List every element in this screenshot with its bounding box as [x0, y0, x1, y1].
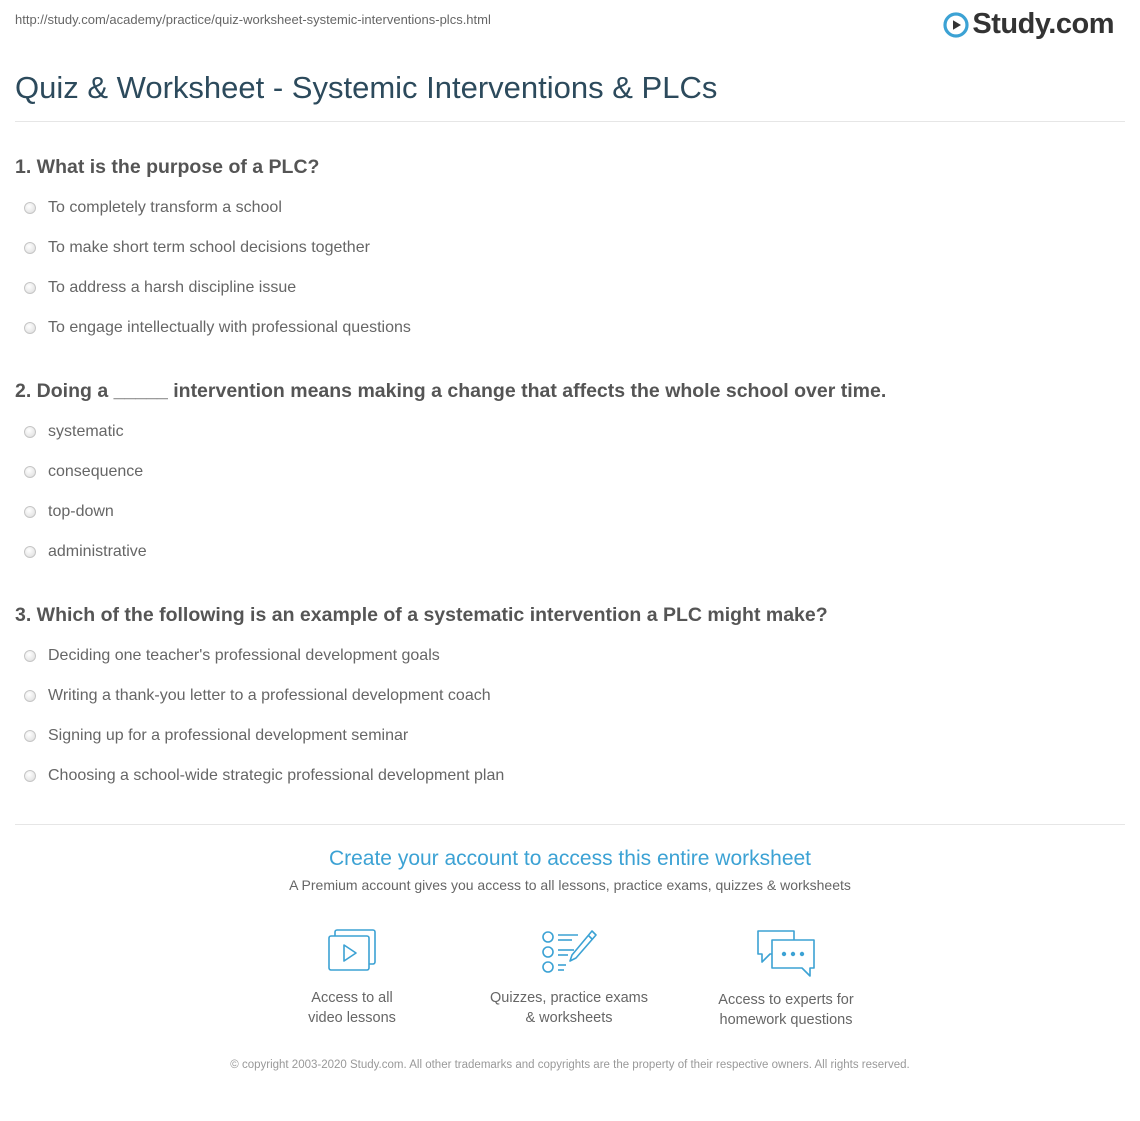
feature-video-lessons: [262, 928, 442, 1028]
radio-button[interactable]: [24, 690, 36, 702]
feature-experts: [696, 928, 876, 1030]
option-label: Signing up for a professional development seminar: [48, 727, 409, 744]
option-label: consequence: [48, 463, 144, 480]
logo-text: Study.com: [972, 8, 1114, 40]
question-2-option-3[interactable]: [24, 503, 114, 521]
option-label: To completely transform a school: [48, 199, 282, 216]
feature-label-line1: Access to experts for: [718, 992, 854, 1008]
quiz-checklist-icon: [540, 928, 598, 976]
question-3-option-3[interactable]: [24, 727, 408, 745]
option-label: To address a harsh discipline issue: [48, 279, 297, 296]
option-label: Choosing a school-wide strategic professional development plan: [48, 767, 505, 784]
question-1-option-2[interactable]: [24, 239, 370, 257]
option-label: To make short term school decisions together: [48, 239, 370, 256]
question-2-option-2[interactable]: [24, 463, 143, 481]
question-3-option-4[interactable]: [24, 767, 504, 785]
feature-quizzes: [479, 928, 659, 1028]
radio-button[interactable]: [24, 770, 36, 782]
question-1: 1. What is the purpose of a PLC?: [15, 156, 320, 178]
feature-label-line2: & worksheets: [525, 1010, 613, 1026]
feature-label-line1: Quizzes, practice exams: [490, 990, 648, 1006]
page-url: http://study.com/academy/practice/quiz-worksheet-systemic-interventions-plcs.html: [15, 12, 491, 27]
video-lesson-icon: [325, 928, 379, 976]
question-3-option-1[interactable]: [24, 647, 440, 665]
option-label: systematic: [48, 423, 124, 440]
option-label: Writing a thank-you letter to a professional development coach: [48, 687, 491, 704]
play-circle-icon: [943, 12, 969, 38]
feature-label-line2: video lessons: [308, 1010, 396, 1026]
study-logo[interactable]: [943, 8, 1114, 41]
radio-button[interactable]: [24, 730, 36, 742]
question-2: 2. Doing a _____ intervention means making a change that affects the whole school over time.: [15, 380, 887, 402]
question-1-option-3[interactable]: [24, 279, 296, 297]
option-label: To engage intellectually with professional questions: [48, 319, 411, 336]
radio-button[interactable]: [24, 242, 36, 254]
radio-button[interactable]: [24, 650, 36, 662]
question-3-option-2[interactable]: [24, 687, 491, 705]
radio-button[interactable]: [24, 546, 36, 558]
radio-button[interactable]: [24, 466, 36, 478]
radio-button[interactable]: [24, 506, 36, 518]
page-title: Quiz & Worksheet - Systemic Interventions & PLCs: [15, 70, 718, 105]
radio-button[interactable]: [24, 322, 36, 334]
premium-description: A Premium account gives you access to all lessons, practice exams, quizzes & worksheets: [289, 877, 851, 893]
radio-button[interactable]: [24, 202, 36, 214]
chat-bubbles-icon: [754, 928, 818, 978]
question-2-option-4[interactable]: [24, 543, 147, 561]
option-label: Deciding one teacher's professional development goals: [48, 647, 440, 664]
feature-label-line1: Access to all: [311, 990, 393, 1006]
option-label: top-down: [48, 503, 114, 520]
create-account-link[interactable]: Create your account to access this entire worksheet: [328, 847, 812, 870]
title-divider: [15, 121, 1125, 122]
radio-button[interactable]: [24, 282, 36, 294]
question-2-option-1[interactable]: [24, 423, 124, 441]
option-label: administrative: [48, 543, 147, 560]
cta-divider: [15, 824, 1125, 825]
question-1-option-4[interactable]: [24, 319, 411, 337]
question-1-option-1[interactable]: [24, 199, 282, 217]
feature-label-line2: homework questions: [719, 1012, 853, 1028]
copyright-notice: © copyright 2003-2020 Study.com. All other trademarks and copyrights are the property of their respective owners. All rights reserved.: [230, 1059, 910, 1071]
radio-button[interactable]: [24, 426, 36, 438]
question-3: 3. Which of the following is an example of a systematic intervention a PLC might make?: [15, 604, 828, 626]
